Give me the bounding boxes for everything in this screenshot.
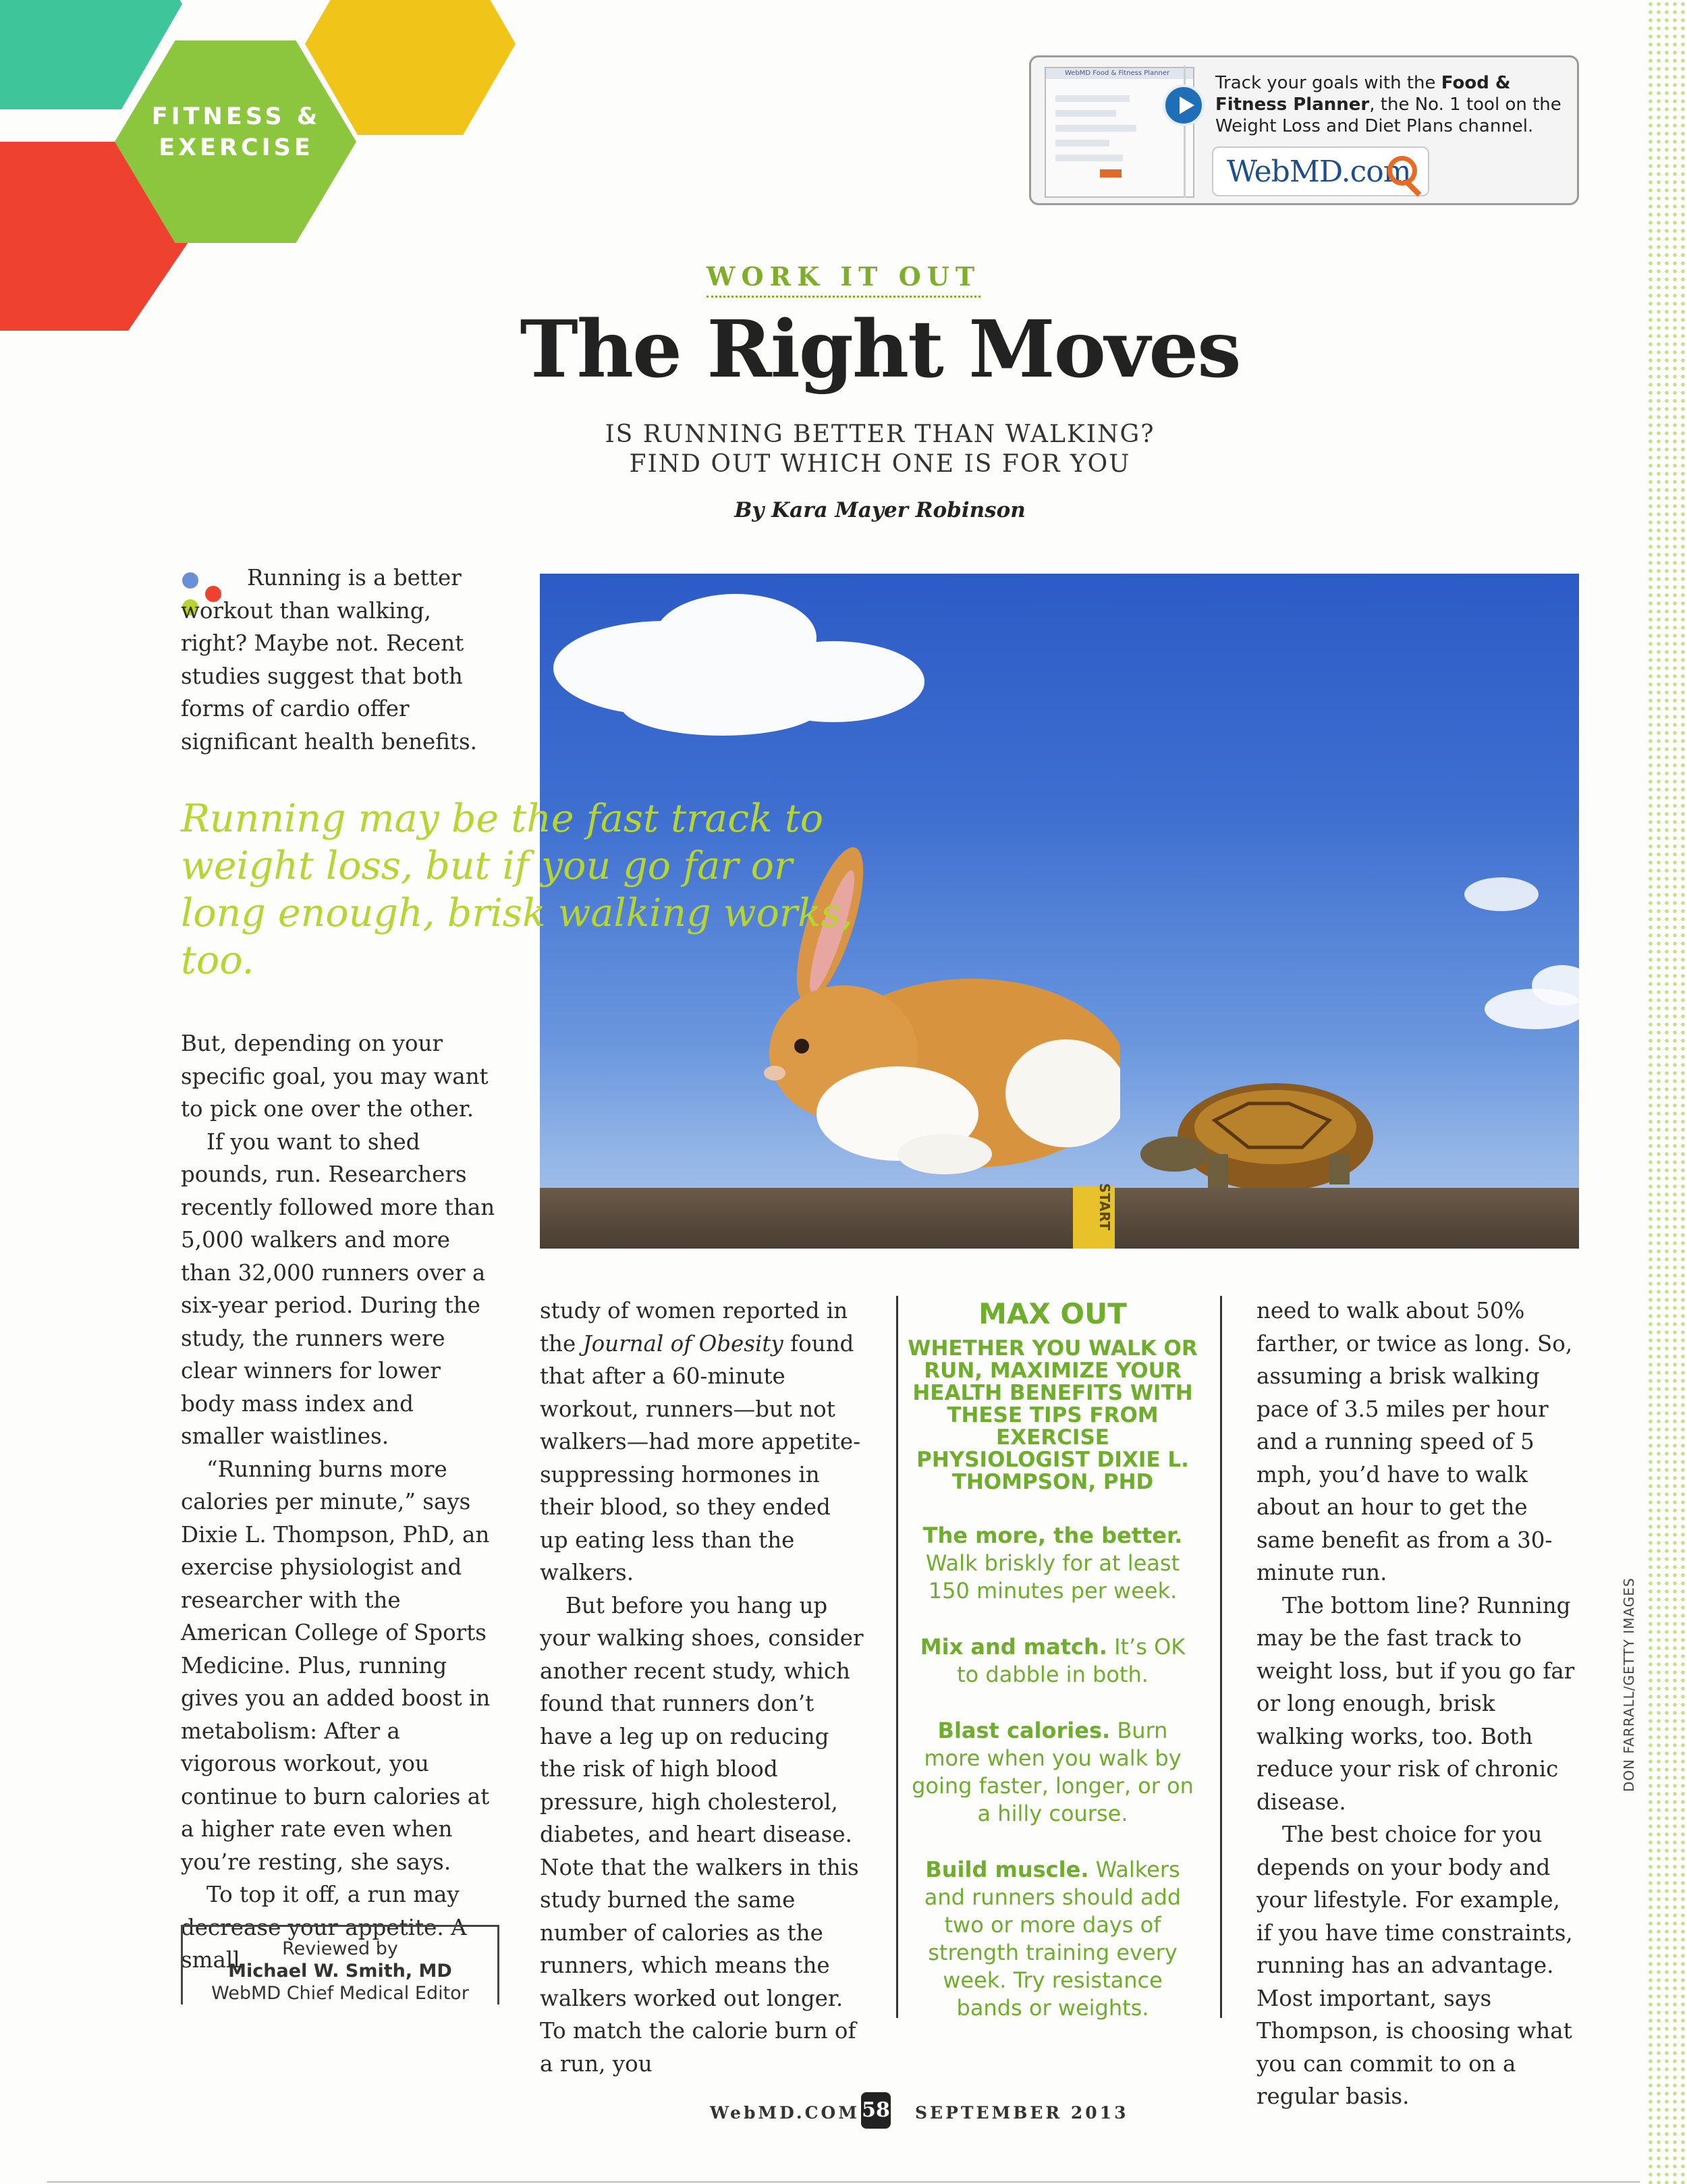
section-label: FITNESS & EXERCISE (151, 103, 321, 161)
sidebar-rule-left (896, 1296, 898, 2018)
planner-thumbnail: WebMD Food & Fitness Planner (1045, 67, 1194, 198)
footer-date: SEPTEMBER 2013 (915, 2103, 1129, 2123)
sidebar-rule-right (1220, 1296, 1222, 2018)
search-icon (1387, 156, 1417, 186)
planner-promo[interactable] (1029, 55, 1579, 205)
column-3: need to walk about 50% farther, or twice as long. So, assuming a brisk walking pace of 3.5 miles per hour and a running speed of 5 mph, you’d have to walk about an hour to get the same benefit as from a 30-minute run. The bottom line? Running may be the fast track to weight loss, but if you go far or long enough, brisk walking works, too. Both reduce your risk of chronic disease. The best choice for you depends on your body and your lifestyle. For example, if you have time constraints, running has an advantage. Most important, says Thompson, is choosing what you can commit to on a regular basis. (1256, 1298, 1575, 2109)
sidebar-subtitle: WHETHER YOU WALK OR RUN, MAXIMIZE YOUR HEALTH BENEFITS WITH THESE TIPS FROM EXERCISE PHYSIOLOGIST DIXIE L. THOMPSON, PHD (908, 1336, 1198, 1494)
road (540, 1188, 1579, 1249)
dotted-border (1647, 0, 1687, 2184)
byline: By Kara Mayer Robinson (734, 498, 1026, 522)
photo-credit: DON FARRALL/GETTY IMAGES (1621, 1577, 1637, 1792)
start-line: START (1073, 1186, 1115, 1249)
sidebar-tip: Mix and match. It’s OK to dabble in both. (920, 1634, 1186, 1687)
tortoise-image (1134, 1073, 1377, 1201)
sidebar-tip: Build muscle. Walkers and runners should add two or more days of strength training every week. Try resistance bands or weights. (924, 1857, 1182, 2021)
promo-text: Track your goals with the Food & Fitness Planner, the No. 1 tool on the Weight Loss and Diet Plans channel. (1215, 73, 1561, 136)
page-title: The Right Moves (520, 304, 1240, 395)
sidebar-tip: Blast calories. Burn more when you walk by going faster, longer, or on a hilly course. (912, 1718, 1194, 1826)
column-2: study of women reported in the Journal of Obesity found that after a 60-minute workout, runners—but not walkers—had more appetite-suppressing hormones in their blood, so they ended up eating less than the walkers. But before you hang up your walking shoes, consider another recent study, which found that runners don’t have a leg up on reducing the risk of high blood pressure, high cholesterol, diabetes, and heart disease. Note that the walkers in this study burned the same number of calories as the runners, which means the walkers worked out longer. To match the calorie burn of a run, you (540, 1298, 864, 2077)
pull-quote: Running may be the fast track to weight loss, but if you go far or long enough, brisk walking works, too. (181, 796, 853, 983)
sidebar-title: MAX OUT (978, 1297, 1127, 1330)
sidebar-max-out (908, 1296, 1198, 2022)
webmd-logo[interactable]: WebMD.com (1212, 146, 1429, 196)
bottom-rule (47, 2181, 1640, 2183)
sidebar-tip: The more, the better. Walk briskly for at least 150 minutes per week. (922, 1523, 1183, 1604)
kicker: WORK IT OUT (0, 261, 1687, 292)
play-icon[interactable] (1163, 84, 1205, 126)
footer-site: WebMD.COM (710, 2103, 860, 2123)
column-1: But, depending on your specific goal, you may want to pick one over the other. If you want to shed pounds, run. Researchers recently followed more than 5,000 walkers and more than 32,000 runners over a six-year period. During the study, the runners were clear winners for lower body mass index and smaller waistlines. “Running burns more calories per minute,” says Dixie L. Thompson, PhD, an exercise physiologist and researcher with the American College of Sports Medicine. Plus, running gives you an added boost in metabolism: After a vigorous workout, you continue to burn calories at a higher rate even when you’re resting, she says. To top it off, a run may decrease your appetite. A small (181, 1031, 495, 1973)
reviewed-by-box: Reviewed by Michael W. Smith, MD WebMD Chief Medical Editor (181, 1925, 499, 2004)
page-number: 58 (861, 2092, 891, 2129)
deck: IS RUNNING BETTER THAN WALKING? FIND OUT WHICH ONE IS FOR YOU (605, 420, 1155, 478)
intro-paragraph: Running is a better workout than walking, right? Maybe not. Recent studies suggest that both forms of cardio offer significant health benefits. (181, 565, 477, 755)
